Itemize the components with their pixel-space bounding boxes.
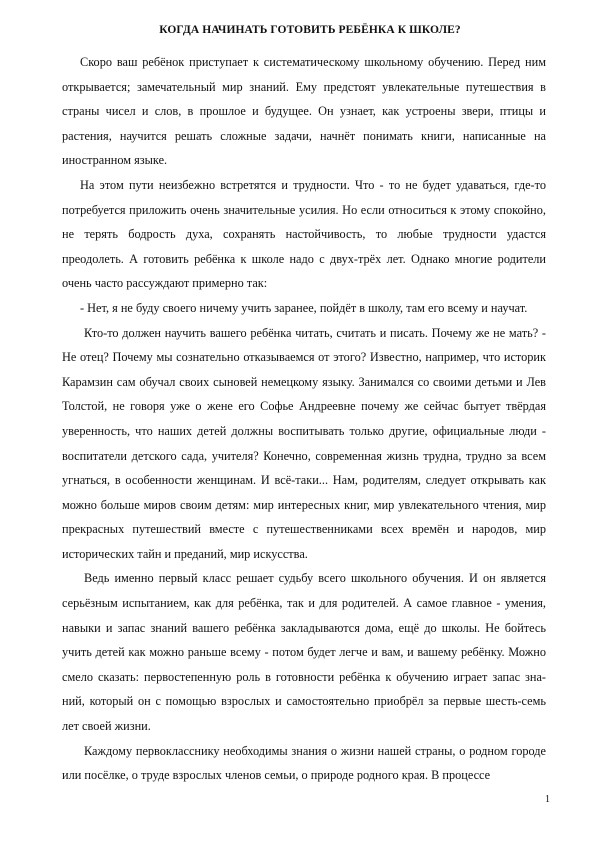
paragraph-quote: - Нет, я не буду своего ничему учить заранее, пойдёт в школу, там его всему и научат.: [80, 300, 528, 315]
page-number: 1: [545, 794, 550, 805]
paragraph-parents-role: Кто-то должен научить вашего ребёнка читать, считать и писать. Почему же не мать? - Не отец? Почему мы сознательно отказываемся от этого? Известно, например, что историк Карамзин сам обучал своих сыновей немецкому языку. Занимался со своими детьми и Лев Толстой, не говоря уже о жене его Софье Андреевне почему же сейчас бытует твёрдая уверенность, что наших детей должны воспитывать только другие, официальные люди - воспитатели детского сада, учителя? Конечно, современная жизнь трудна, трудно за всем угнаться, в особенности женщинам. И всё-таки... Нам, родителям, следует открывать как можно больше миров своим детям: мир интересных книг, мир увлекательного чтения, мир прекрасных путешествий вместе с путешественниками всех времён и народов, мир исторических тайн и преданий, мир искусства.: [62, 325, 546, 561]
paragraph-first-class: Ведь именно первый класс решает судьбу всего школьного обучения. И он является серьёзным испытанием, как для ребёнка, так и для родителей. А самое главное - умения, навыки и запас знаний вашего ребёнка закладываются дома, ещё до школы. Не бойтесь учить детей как можно раньше всему - потом будет легче и вам, и вашему ребёнку. Можно смело сказать: первостепенную роль в готовности ребёнка к обучению играет запас зна-ний, который он с помощью взрослых и самостоятельно приобрёл за первые шесть-семь лет своей жизни.: [62, 571, 546, 734]
document-title: КОГДА НАЧИНАТЬ ГОТОВИТЬ РЕБЁНКА К ШКОЛЕ?: [159, 24, 461, 36]
document-body: [62, 50, 546, 788]
paragraph-difficulties: На этом пути неизбежно встретятся и трудности. Что - то не будет удаваться, где-то потребуется приложить очень значительные усилия. Но если относиться к этому спокойно, не терять бодрость духа, сохранять настойчивость, то любые трудности удастся преодолеть. А готовить ребёнка к школе надо с двух-трёх лет. Однако многие родители очень часто рассуждают примерно так:: [62, 177, 546, 291]
paragraph-intro: Скоро ваш ребёнок приступает к систематическому школьному обучению. Перед ним открывается; замечательный мир знаний. Ему предстоят увлекательные путешествия в страны чисел и слов, в прошлое и будущее. Он узнает, как устроены звери, птицы и растения, научится решать сложные задачи, начнёт понимать книги, написанные на иностранном языке.: [62, 55, 546, 168]
paragraph-knowledge: Каждому первокласснику необходимы знания о жизни нашей страны, о родном городе или посёлке, о труде взрослых членов семьи, о природе родного края. В процессе: [62, 743, 546, 783]
